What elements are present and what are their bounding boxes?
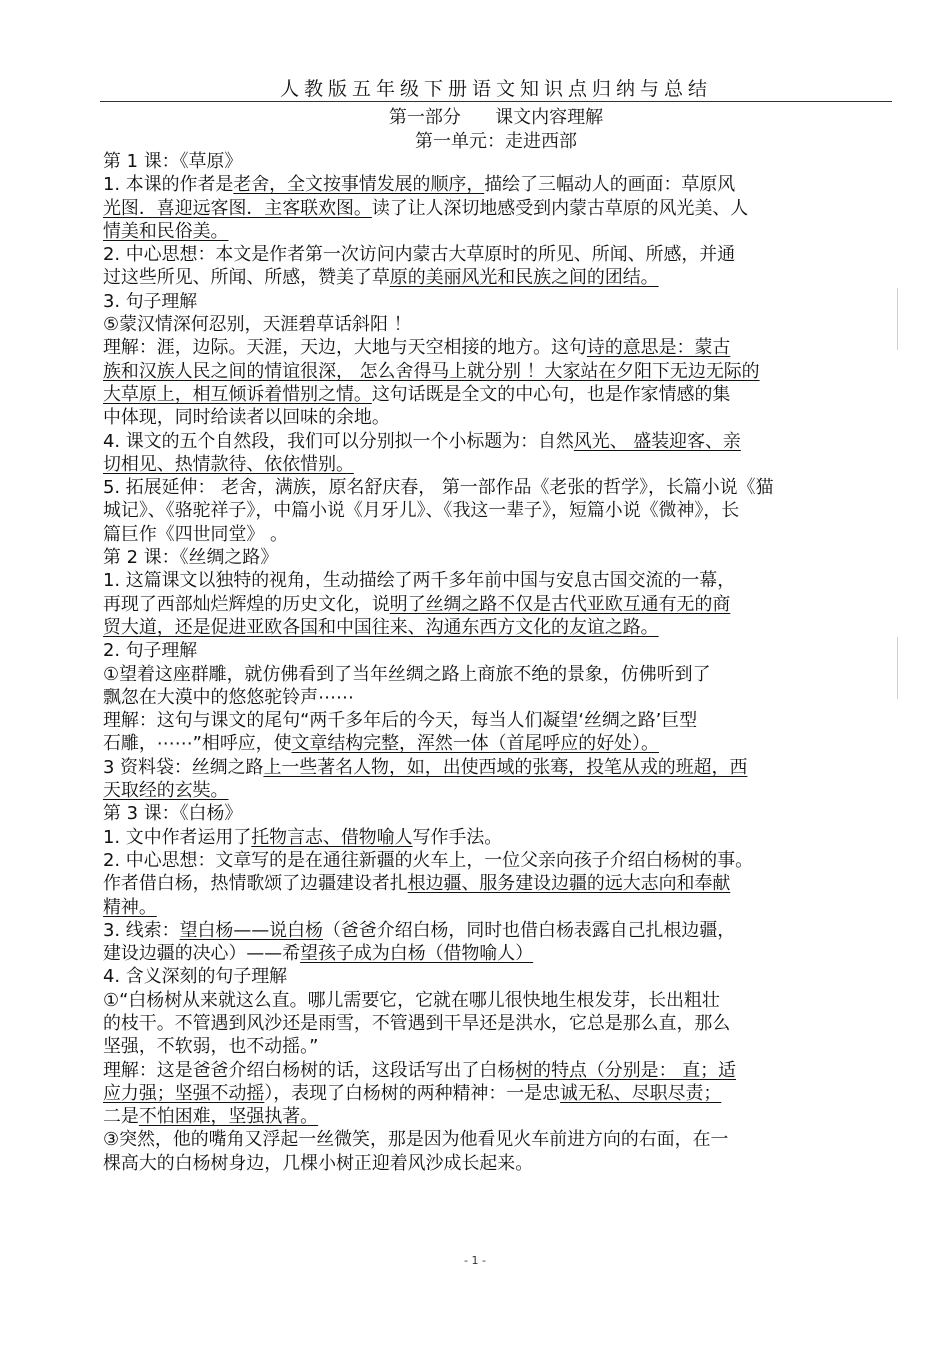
text-line <box>103 523 895 546</box>
text-line <box>103 732 895 755</box>
document-body <box>103 150 895 1175</box>
text-segment: 篇巨作《四世同堂》 。 <box>103 523 288 545</box>
underlined-text: 族和汉族人民之间的情谊很深， 怎么舍得马上就分别 ！大家站在夕阳下无边无际的 <box>103 360 760 382</box>
text-segment: 描绘了三幅动人的画面：草原风 <box>484 174 736 196</box>
text-line <box>103 896 895 919</box>
text-line <box>103 266 895 289</box>
text-segment: 4. 含义深刻的句子理解 <box>103 966 288 988</box>
text-segment: 第 2 课：《丝绸之路》 <box>103 547 279 569</box>
text-segment: 1. 这篇课文以独特的视角，生动描绘了两千多年前中国与安息古国交流的一幕， <box>103 570 736 592</box>
underlined-text: 望孩子成为白杨（借物喻人） <box>300 943 534 965</box>
underlined-text: 托物言志、借物喻人 <box>251 826 413 848</box>
text-line <box>103 173 895 196</box>
text-segment: （爸爸介绍白杨，同时也借白杨表露自己扎根边疆， <box>322 919 736 941</box>
underlined-text: 树的特点（分别是： 直；适 <box>515 1059 736 1081</box>
text-line <box>103 243 895 266</box>
margin-bar <box>897 288 898 350</box>
text-line <box>103 965 895 988</box>
text-line <box>103 989 895 1012</box>
text-line <box>103 476 895 499</box>
underlined-text: 不怕困难，坚强执著。 <box>138 1106 319 1128</box>
text-segment: 过这些所见、所闻、所感，赞美了草 <box>103 267 390 289</box>
text-segment: 这句话既是全文的中心句，也是作家情感的集 <box>371 383 731 405</box>
underlined-text: 精神。 <box>103 896 157 918</box>
text-segment: 飘忽在大漠中的悠悠驼铃声⋯⋯ <box>103 686 354 708</box>
text-line <box>103 1152 895 1175</box>
title-divider <box>100 101 892 102</box>
text-line <box>103 756 895 779</box>
text-line <box>103 802 895 825</box>
text-line <box>103 1105 895 1128</box>
text-segment: 写作手法。 <box>412 826 503 848</box>
text-segment: 城记》、《骆驼祥子》，中篇小说《月牙儿》、《我这一辈子》，短篇小说《微神》，长 <box>103 500 740 522</box>
text-segment: ③突然，他的嘴角又浮起一丝微笑，那是因为他看见火车前进方向的右面，在一 <box>103 1129 729 1151</box>
underlined-text: 大草原上，相互倾诉着惜别之情。 <box>103 383 372 405</box>
text-line <box>103 360 895 383</box>
text-segment: 理解：这是爸爸介绍白杨树的话，这段话写出了白杨 <box>103 1059 516 1081</box>
text-segment: ①“白杨树从来就这么直。哪儿需要它，它就在哪儿很快地生根发芽，长出粗壮 <box>103 989 720 1011</box>
text-segment: 3. 线索： <box>103 919 180 941</box>
text-line <box>103 779 895 802</box>
text-line <box>103 220 895 243</box>
text-segment: 2. 句子理解 <box>103 640 198 662</box>
text-segment: 再现了西部灿烂辉煌的历史文化，说 <box>103 593 390 615</box>
text-segment: 理解：涯，边际。天涯，天边，大地与天空相接的地方。这句 <box>103 337 587 359</box>
underlined-text: 应力强；坚强不动摇 <box>103 1082 265 1104</box>
text-line <box>103 709 895 732</box>
underlined-text: 文章结构完整，浑然一体（首尾呼应的好处）。 <box>291 733 659 755</box>
text-line <box>103 1012 895 1035</box>
text-line <box>103 569 895 592</box>
text-line <box>103 197 895 220</box>
text-line <box>103 826 895 849</box>
text-segment: 读了让人深切地感受到内蒙古草原的风光美、人 <box>371 197 749 219</box>
text-segment: 作者借白杨，热情歌颂了边疆建设者扎 <box>103 873 408 895</box>
underlined-text: 光图．喜迎远客图．主客联欢图。 <box>103 197 372 219</box>
text-segment: 中体现，同时给读者以回味的余地。 <box>103 407 390 429</box>
text-segment: 棵高大的白杨树身边，几棵小树正迎着风沙成长起来。 <box>103 1152 534 1174</box>
text-line <box>103 663 895 686</box>
text-line <box>103 686 895 709</box>
text-line <box>103 313 895 336</box>
text-line <box>103 1082 895 1105</box>
text-segment: 坚强，不软弱，也不动摇。” <box>103 1036 319 1058</box>
text-segment: 二是 <box>103 1106 139 1128</box>
text-line <box>103 430 895 453</box>
text-line <box>103 150 895 173</box>
text-segment: 2. 中心思想：本文是作者第一次访问内蒙古大草原时的所见、所闻、所感，并通 <box>103 244 736 266</box>
document-title: 人教版五年级下册语文知识点归纳与总结 <box>279 78 712 100</box>
text-line <box>103 453 895 476</box>
text-segment: ⑤蒙汉情深何忍别，天涯碧草话斜阳 ！ <box>103 314 412 336</box>
underlined-text: 情美和民俗美。 <box>103 220 229 242</box>
underlined-text: 根边疆、服务建设边疆的远大志向和奉献 <box>407 873 731 895</box>
underlined-text: 风光、 盛装迎客、亲 <box>573 430 741 452</box>
text-line <box>103 849 895 872</box>
text-line <box>103 1059 895 1082</box>
underlined-text: 望白杨——说白杨 <box>179 919 323 941</box>
text-segment: 3 资料袋：丝绸之路 <box>103 756 264 778</box>
underlined-text: 贸大道，还是促进亚欧各国和中国往来、沟通东西方文化的友谊之路。 <box>103 616 659 638</box>
underlined-text: 明了丝绸之路不仅是古代亚欧互通有无的商 <box>389 593 731 615</box>
text-line <box>103 593 895 616</box>
text-segment: 理解：这句与课文的尾句“两千多年后的今天，每当人们凝望‘丝绸之路’巨型 <box>103 710 698 732</box>
text-segment: 1. 本课的作者是 <box>103 174 234 196</box>
text-segment: 5. 拓展延伸： 老舍，满族，原名舒庆春， 第一部作品《老张的哲学》，长篇小说《猫 <box>103 477 774 499</box>
text-segment: 2. 中心思想：文章写的是在通往新疆的火车上，一位父亲向孩子介绍白杨树的事。 <box>103 849 754 871</box>
underlined-text: 诗的意思是：蒙古 <box>586 337 731 359</box>
underlined-text: 诚无私、尽职尽责； <box>560 1082 722 1104</box>
text-segment: 石雕，⋯⋯”相呼应，使 <box>103 733 292 755</box>
text-line <box>103 872 895 895</box>
text-line <box>103 942 895 965</box>
text-segment: 3. 句子理解 <box>103 290 198 312</box>
part-title: 第一部分 课文内容理解 <box>388 107 604 128</box>
underlined-text: 上一些著名人物，如，出使西域的张骞，投笔从戎的班超，西 <box>263 756 748 778</box>
text-line <box>103 639 895 662</box>
text-segment: ），表现了白杨树的两种精神：一是忠 <box>264 1082 561 1104</box>
text-line <box>103 616 895 639</box>
text-segment: ①望着这座群雕，就仿佛看到了当年丝绸之路上商旅不绝的景象，仿佛听到了 <box>103 663 711 685</box>
text-segment: 建设边疆的决心）——希 <box>103 943 301 965</box>
text-line <box>103 919 895 942</box>
text-segment: 第 3 课：《白杨》 <box>103 803 243 825</box>
underlined-text: 天取经的玄奘。 <box>103 780 229 802</box>
text-line <box>103 336 895 359</box>
text-line <box>103 1128 895 1151</box>
text-segment: 1. 文中作者运用了 <box>103 826 252 848</box>
text-line <box>103 546 895 569</box>
text-segment: 的枝干。不管遇到风沙还是雨雪，不管遇到干旱还是洪水，它总是那么直，那么 <box>103 1012 731 1034</box>
text-segment: 4. 课文的五个自然段，我们可以分别拟一个小标题为：自然 <box>103 430 574 452</box>
underlined-text: 切相见、热情款待、依依惜别。 <box>103 453 354 475</box>
unit-title: 第一单元：走进西部 <box>415 131 577 152</box>
underlined-text: 老舍，全文按事情发展的顺序， <box>233 174 485 196</box>
text-line <box>103 290 895 313</box>
page-number: - 1 - <box>464 1254 486 1267</box>
text-line <box>103 499 895 522</box>
underlined-text: 原的美丽风光和民族之间的团结。 <box>389 267 659 289</box>
text-line <box>103 1035 895 1058</box>
margin-bar <box>897 637 898 699</box>
text-segment: 第 1 课：《草原》 <box>103 151 243 172</box>
text-line <box>103 383 895 406</box>
text-line <box>103 406 895 429</box>
